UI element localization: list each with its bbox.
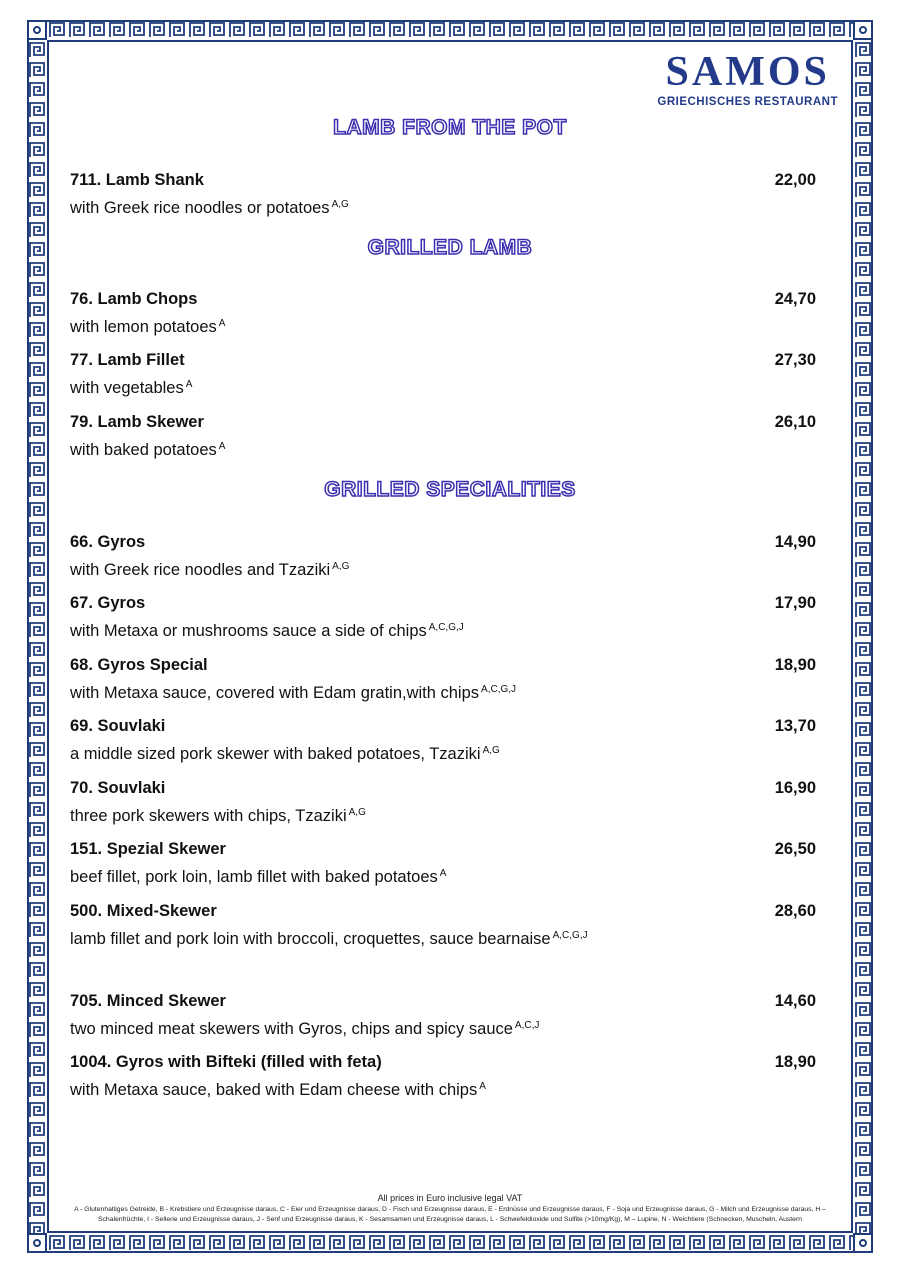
allergen-codes: A,G	[332, 561, 350, 572]
allergen-codes: A	[439, 868, 447, 879]
menu-item	[70, 349, 816, 400]
item-description: with Greek rice noodles and Tzaziki $^{A,G}$	[70, 561, 350, 579]
item-name: 66. Gyros	[70, 533, 146, 551]
item-name: 68. Gyros Special	[70, 656, 208, 674]
item-price: 13,70	[774, 717, 816, 735]
item-description: with vegetables $^A$	[70, 379, 193, 397]
item-description: three pork skewers with chips, Tzaziki $^{A,G}$	[70, 807, 366, 825]
menu-item	[70, 288, 816, 339]
item-price: 16,90	[774, 779, 816, 797]
allergen-legend-line-2: Schalenfrüchte, I - Sellerie und Erzeugnisse daraus, J - Senf und Erzeugnisse daraus, K - Sesamsamen und Erzeugnisse daraus, L - Schwefeldioxide und Sulfite (>10mg/Kg), M – Lupine, N - Weichtiere (Schnecken, Muscheln, Austern	[97, 1216, 803, 1223]
item-description: with Metaxa sauce, covered with Edam gratin,with chips $^{A,C,G,J}$	[70, 684, 517, 702]
allergen-codes: A	[218, 441, 226, 452]
menu-item	[70, 531, 816, 582]
allergen-codes: A,G	[482, 745, 500, 756]
section-title-grilled-lamb: GRILLED LAMB	[367, 236, 533, 259]
menu-item	[70, 1051, 816, 1102]
item-name: 705. Minced Skewer	[70, 992, 226, 1010]
greek-key-border-left	[27, 20, 47, 1253]
item-price: 24,70	[774, 290, 816, 308]
item-price: 18,90	[774, 656, 816, 674]
item-name: 151. Spezial Skewer	[70, 840, 226, 858]
item-price: 27,30	[774, 351, 816, 369]
item-price: 26,50	[774, 840, 816, 858]
item-name: 500. Mixed-Skewer	[70, 902, 217, 920]
item-description: beef fillet, pork loin, lamb fillet with baked potatoes $^A$	[70, 868, 447, 886]
menu-item	[70, 715, 816, 766]
item-name: 79. Lamb Skewer	[70, 413, 204, 431]
item-description: with lemon potatoes $^A$	[70, 318, 226, 336]
corner-ornament-top-right	[853, 20, 873, 40]
item-description: two minced meat skewers with Gyros, chips and spicy sauce $^{A,C,J}$	[70, 1020, 540, 1038]
item-description: a middle sized pork skewer with baked potatoes, Tzaziki $^{A,G}$	[70, 745, 500, 763]
greek-key-border-right	[853, 20, 873, 1253]
item-name: 711. Lamb Shank	[70, 171, 204, 189]
menu-item	[70, 777, 816, 828]
allergen-codes: A,C,G,J	[428, 622, 464, 633]
allergen-codes: A	[218, 318, 226, 329]
restaurant-logo	[657, 50, 838, 108]
item-price: 17,90	[774, 594, 816, 612]
menu-item	[70, 592, 816, 643]
item-price: 14,90	[774, 533, 816, 551]
corner-ornament-bottom-left	[27, 1233, 47, 1253]
logo-wordmark: SAMOS	[665, 49, 830, 95]
menu-item	[70, 990, 816, 1041]
corner-ornament-bottom-right	[853, 1233, 873, 1253]
menu-footer	[60, 1193, 840, 1224]
allergen-codes: A,C,G,J	[481, 684, 517, 695]
greek-key-border-top	[27, 20, 873, 40]
vat-note: All prices in Euro inclusive legal VAT	[377, 1193, 523, 1203]
allergen-codes: A	[479, 1081, 486, 1092]
item-price: 22,00	[774, 171, 816, 189]
item-name: 1004. Gyros with Bifteki (filled with feta)	[70, 1053, 382, 1071]
item-description: with Metaxa or mushrooms sauce a side of chips $^{A,C,G,J}$	[70, 622, 464, 640]
item-description: with Metaxa sauce, baked with Edam cheese with chips $^A$	[70, 1081, 486, 1099]
section-title-grilled-specialities: GRILLED SPECIALITIES	[324, 478, 576, 501]
allergen-codes: A,G	[348, 807, 366, 818]
menu-item	[70, 169, 816, 220]
allergen-codes: A	[185, 379, 193, 390]
menu-item	[70, 411, 816, 462]
item-name: 76. Lamb Chops	[70, 290, 198, 308]
corner-ornament-top-left	[27, 20, 47, 40]
item-price: 26,10	[774, 413, 816, 431]
item-description: with baked potatoes $^A$	[70, 441, 226, 459]
greek-key-border-bottom	[27, 1233, 873, 1253]
item-description: lamb fillet and pork loin with broccoli, croquettes, sauce bearnaise $^{A,C,G,J}$	[70, 930, 588, 948]
item-price: 28,60	[774, 902, 816, 920]
allergen-codes: A,C,J	[514, 1020, 540, 1031]
item-price: 14,60	[774, 992, 816, 1010]
item-name: 67. Gyros	[70, 594, 146, 612]
item-name: 69. Souvlaki	[70, 717, 166, 735]
section-title-lamb-from-the-pot: LAMB FROM THE POT	[333, 116, 567, 139]
menu-item	[70, 900, 816, 951]
logo-subtitle: GRIECHISCHES RESTAURANT	[657, 96, 838, 108]
item-name: 70. Souvlaki	[70, 779, 166, 797]
allergen-codes: A,C,G,J	[552, 930, 588, 941]
menu-item	[70, 838, 816, 889]
item-name: 77. Lamb Fillet	[70, 351, 185, 369]
item-description: with Greek rice noodles or potatoes $^{A,G}$	[70, 199, 349, 217]
menu-item	[70, 654, 816, 705]
allergen-legend-line-1: A - Glutenhaltiges Getreide, B - Krebstiere und Erzeugnisse daraus, C - Eier und Erzeugnisse daraus, D - Fisch und Erzeugnisse daraus, E - Erdnüsse und Erzeugnisse daraus, F - Soja und Erzeugnisse daraus, G - Milch und Erzeugnisse daraus, H –	[74, 1206, 826, 1213]
allergen-codes: A,G	[331, 199, 349, 210]
item-price: 18,90	[774, 1053, 816, 1071]
